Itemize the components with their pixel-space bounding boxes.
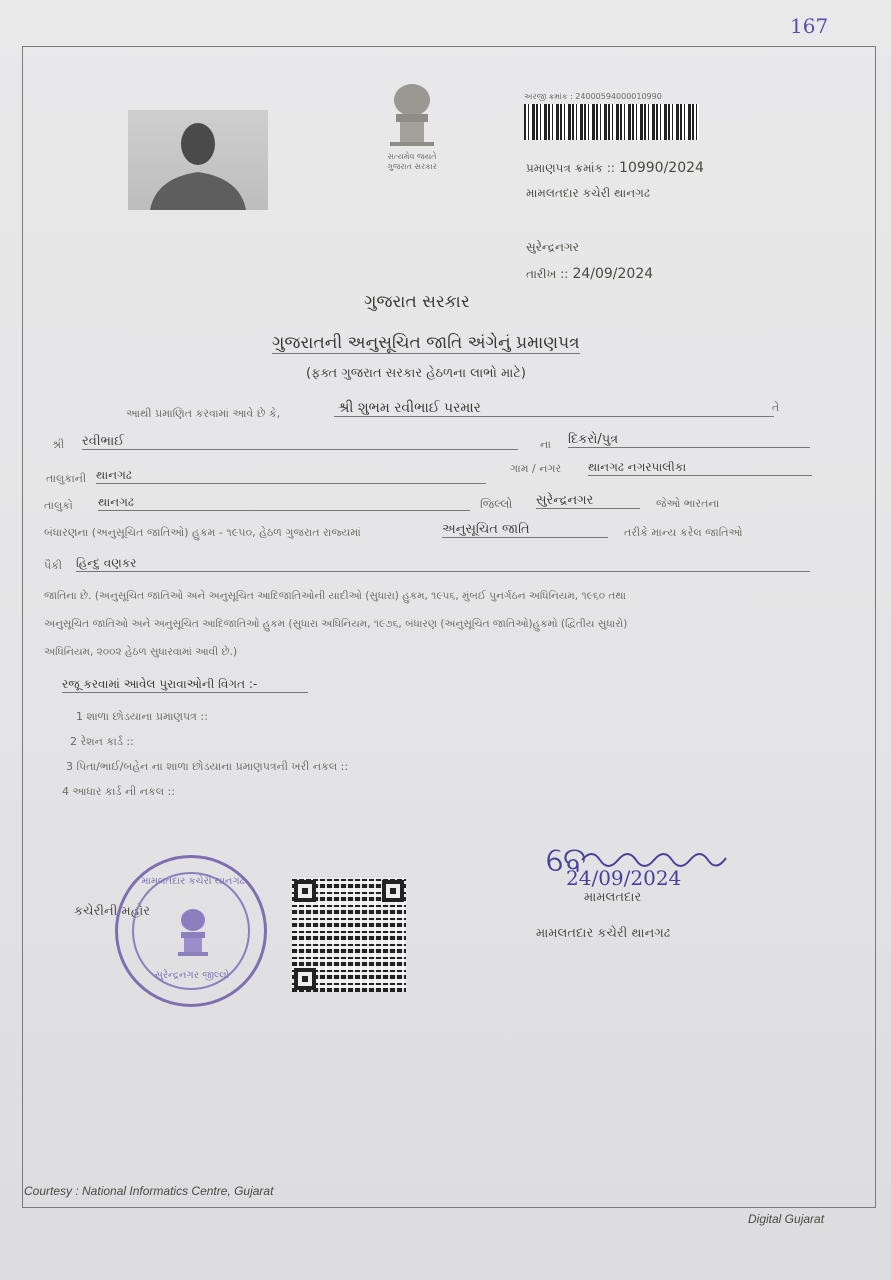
signatory-office: મામલતદાર કચેરી થાનગઢ — [536, 926, 671, 941]
certificate-title: ગુજરાતની અનુસૂચિત જાતિ અંગેનું પ્રમાણપત્ર — [272, 333, 580, 353]
serial-label — [524, 92, 662, 102]
father-name: રવીભાઈ — [82, 434, 518, 450]
issuing-office: મામલતદાર કચેરી થાનગઢ — [526, 186, 650, 200]
certify-text: આથી પ્રમાણિત કરવામાં આવે છે કે, — [126, 407, 281, 420]
applicant-photo — [128, 110, 268, 210]
village-label: ગામ / નગર — [510, 462, 562, 475]
signature-date: 24/09/2024 — [566, 866, 682, 890]
father-label: શ્રી — [52, 438, 65, 451]
district-label: જિલ્લો — [480, 497, 513, 511]
certificate-subtitle: (ફક્ત ગુજરાત સરકાર હેઠળના લાભો માટે) — [306, 366, 526, 381]
qr-finder-top-right — [382, 880, 404, 902]
ashoka-emblem-icon — [380, 78, 444, 148]
certificate-number: 10990/2024 — [619, 160, 704, 176]
office-seal-label: કચેરીની મહોર — [74, 904, 150, 919]
office-seal — [115, 855, 267, 1007]
emblem-motto: સત્યમેવ જયતે — [387, 152, 437, 161]
resident-text: જેઓ ભારતના — [656, 497, 720, 510]
serial-number: 24000594000010990 — [575, 92, 662, 101]
taluka-label: તાલુકો — [44, 499, 73, 512]
town: થાનગઢ — [96, 468, 486, 484]
government-title: ગુજરાત સરકાર — [364, 292, 470, 312]
issue-date-label: તારીખ :: — [526, 267, 569, 281]
barcode — [524, 104, 699, 140]
issue-date-row — [526, 266, 653, 282]
page-number: 167 — [790, 14, 829, 38]
document-item-1: 1 શાળા છોડયાના પ્રમાણપત્ર :: — [76, 710, 208, 723]
signature-stroke — [580, 846, 730, 868]
order-text: બંધારણના (અનુસૂચિત જાતિઓ) હુકમ - ૧૯૫૦, હેઠળ ગુજરાત રાજ્યમાં — [44, 526, 361, 539]
documents-heading: રજૂ કરવામાં આવેલ પુરાવાઓની વિગત :- — [62, 677, 308, 693]
office-seal-bottom-text: સુરેન્દ્રનગર જીલ્લો — [154, 970, 230, 981]
name-suffix: તે — [772, 401, 780, 414]
signature-scribble: ବେ — [546, 840, 587, 880]
recognized-text: તરીકે માન્ય કરેલ જાતિઓ — [624, 526, 743, 539]
taluka: થાનગઢ — [98, 495, 470, 511]
seal-emblem-icon — [172, 906, 214, 958]
applicant-name: શ્રી શુભમ રવીભાઈ પરમાર — [334, 400, 774, 417]
caste-label: પૈકી — [44, 559, 63, 572]
signatory-title: મામલતદાર — [584, 890, 642, 905]
document-item-2: 2 રેશન કાર્ડ :: — [70, 735, 134, 748]
emblem — [372, 78, 452, 172]
legal-line-1: જાતિના છે. (અનુસૂચિત જાતિઓ અને અનુસૂચિત આદિજાતિઓની યાદીઓ (સુધારા) હુકમ, ૧૯૫૬, મુંબઈ પુનર્ગઠન અધિનિયમ, ૧૯૬૦ તથા — [44, 590, 626, 602]
village: થાનગઢ નગરપાલીકા — [588, 460, 812, 476]
caste: હિન્દુ વણકર — [76, 556, 810, 572]
digital-gujarat-brand: Digital Gujarat — [748, 1212, 825, 1226]
issuing-district: સુરેન્દ્રનગર — [526, 240, 579, 254]
district: સુરેન્દ્રનગર — [536, 493, 640, 509]
qr-finder-bottom-left — [294, 968, 316, 990]
document-item-4: 4 આધાર કાર્ડ ની નકલ :: — [62, 785, 175, 798]
certificate-number-label: પ્રમાણપત્ર ક્રમાંક :: — [526, 161, 615, 175]
issue-date: 24/09/2024 — [572, 266, 654, 282]
document-item-3: 3 પિતા/ભાઈ/બહેન ના શાળા છોડયાના પ્રમાણપત્રની ખરી નકલ :: — [66, 760, 349, 773]
legal-line-3: અધિનિયમ, ૨૦૦૨ હેઠળ સુધારવામાં આવી છે.) — [44, 646, 238, 658]
office-seal-top-text: મામલતદાર કચેરી થાનગઢ — [141, 876, 245, 887]
courtesy-text: Courtesy : National Informatics Centre, Gujarat — [24, 1184, 274, 1198]
serial-label-text: અરજી ક્રમાંક : — [524, 92, 573, 101]
relation-label: ના — [540, 438, 551, 451]
emblem-govt: ગુજરાત સરકાર — [387, 162, 437, 171]
qr-code — [292, 878, 406, 992]
qr-finder-top-left — [294, 880, 316, 902]
category: અનુસૂચિત જાતિ — [442, 522, 608, 538]
legal-line-2: અનુસૂચિત જાતિઓ અને અનુસૂચિત આદિજાતિઓ હુકમ (સુધારા અધિનિયમ, ૧૯૭૬, બંધારણ (અનુસૂચિત જાતિઓ)હુકમો (દ્વિતીય સુધારો) — [44, 618, 628, 630]
certificate-number-row — [526, 160, 704, 176]
relation: દિકરો/પુત્ર — [568, 432, 810, 448]
taluka-prefix-label: તાલુકાની — [46, 472, 87, 485]
